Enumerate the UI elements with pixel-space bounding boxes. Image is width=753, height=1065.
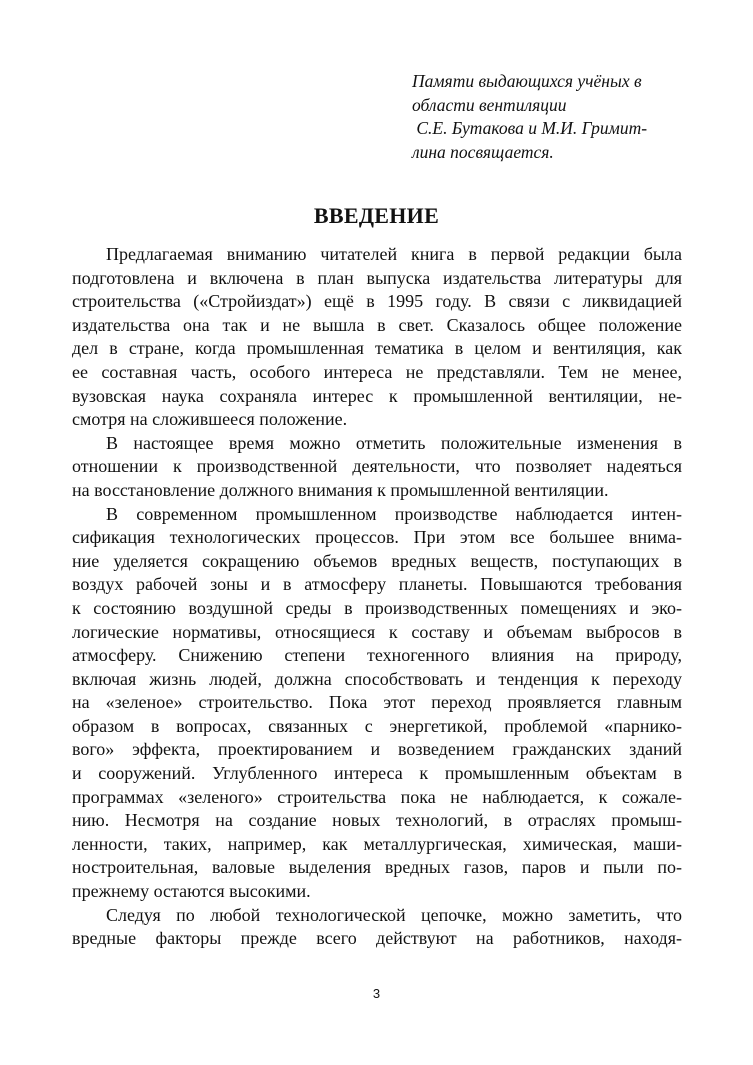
- text-line: прежнему остаются высокими.: [72, 881, 311, 902]
- text-line: атмосферу. Снижению степени техногенного влияния на природу,: [72, 645, 682, 666]
- text-line: ленности, таких, например, как металлургическая, химическая, маши-: [72, 833, 682, 854]
- text-line: Предлагаемая вниманию читателей книга в первой редакции была: [106, 244, 682, 264]
- dedication-line: лина посвящается.: [412, 141, 554, 162]
- text-line: воздух рабочей зоны и в атмосферу планеты. Повышаются требования: [72, 574, 682, 595]
- paragraph: [72, 503, 682, 904]
- text-line: программах «зеленого» строительства пока не наблюдается, к сожале-: [72, 786, 682, 807]
- text-line: вузовская наука сохраняла интерес к промышленной вентиляции, не-: [72, 385, 682, 406]
- text-line: логические нормативы, относящиеся к составу и объемам выбросов в: [72, 621, 682, 642]
- paragraph: [72, 904, 682, 951]
- text-line: вредные факторы прежде всего действуют на работников, находя-: [72, 928, 682, 949]
- text-line: на «зеленое» строительство. Пока этот переход проявляется главным: [72, 692, 682, 713]
- text-line: ностроительная, валовые выделения вредных газов, паров и пыли по-: [72, 857, 682, 878]
- body-text: [72, 243, 682, 951]
- text-line: смотря на сложившееся положение.: [72, 409, 348, 430]
- text-line: ние уделяется сокращению объемов вредных веществ, поступающих в: [72, 550, 682, 571]
- dedication-epigraph: [412, 70, 712, 164]
- text-line: В современном промышленном производстве наблюдается интен-: [106, 503, 682, 524]
- paragraph: [72, 432, 682, 503]
- text-line: В настоящее время можно отметить положительные изменения в: [106, 432, 682, 453]
- dedication-line: С.Е. Бутакова и М.И. Гримит-: [412, 118, 648, 139]
- text-line: Следуя по любой технологической цепочке, можно заметить, что: [106, 904, 682, 925]
- text-line: отношении к производственной деятельности, что позволяет надеяться: [72, 456, 682, 477]
- dedication-line: области вентиляции: [412, 94, 567, 115]
- page-number: 3: [372, 986, 381, 1001]
- text-line: образом в вопросах, связанных с энергетикой, проблемой «парнико-: [72, 715, 682, 736]
- text-line: дел в стране, когда промышленная тематика в целом и вентиляция, как: [72, 338, 682, 359]
- text-line: нию. Несмотря на создание новых технологий, в отраслях промыш-: [72, 810, 682, 831]
- text-line: сификация технологических процессов. При этом все большее внима-: [72, 527, 682, 548]
- text-line: ее составная часть, особого интереса не представляли. Тем не менее,: [72, 361, 682, 382]
- text-line: строительства («Стройиздат») ещё в 1995 году. В связи с ликвидацией: [72, 291, 682, 312]
- dedication-line: Памяти выдающихся учёных в: [412, 71, 642, 91]
- text-line: и сооружений. Углубленного интереса к промышленным объектам в: [72, 763, 682, 784]
- text-line: издательства она так и не вышла в свет. Сказалось общее положение: [72, 314, 682, 335]
- chapter-title: ВВЕДЕНИЕ: [313, 203, 440, 228]
- text-line: подготовлена и включена в план выпуска издательства литературы для: [72, 267, 682, 288]
- text-line: включая жизнь людей, должна способствовать и тенденция к переходу: [72, 668, 682, 689]
- text-line: к состоянию воздушной среды в производственных помещениях и эко-: [72, 597, 682, 618]
- text-line: на восстановление должного внимания к промышленной вентиляции.: [72, 479, 609, 500]
- paragraph: [72, 243, 682, 432]
- text-line: вого» эффекта, проектированием и возведением гражданских зданий: [72, 739, 682, 760]
